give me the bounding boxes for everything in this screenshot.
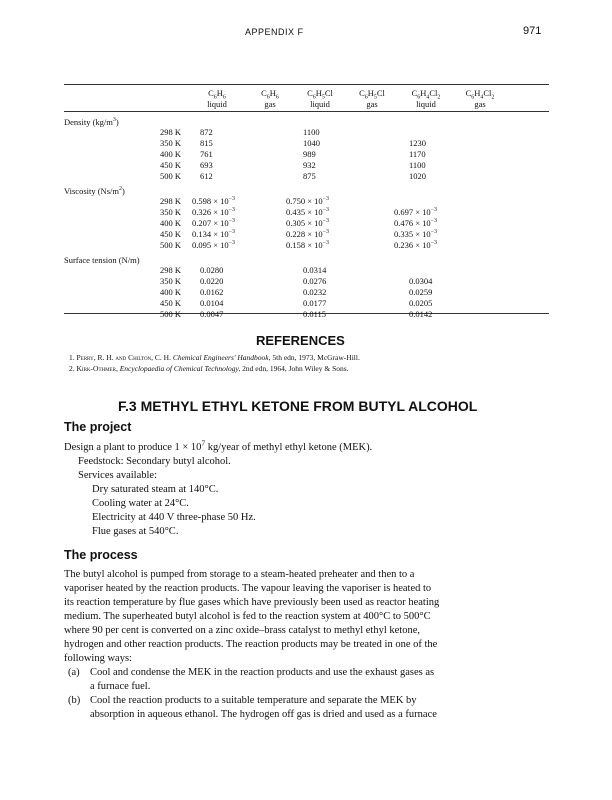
temperature-label: 298 K (160, 127, 182, 137)
table-cell: 0.0314 (303, 265, 327, 275)
table-cell: 989 (303, 149, 316, 159)
page-number: 971 (523, 25, 542, 37)
temperature-label: 500 K (160, 309, 182, 319)
table-cell: 612 (200, 171, 213, 181)
temperature-label: 450 K (160, 160, 182, 170)
table-cell: 0.0162 (200, 287, 224, 297)
table-cell: 0.0205 (409, 298, 433, 308)
temperature-label: 400 K (160, 218, 182, 228)
table-cell: 1040 (303, 138, 320, 148)
process-line: following ways: (64, 653, 132, 664)
temperature-label: 298 K (160, 196, 182, 206)
table-cell: 0.0304 (409, 276, 433, 286)
references-list (69, 353, 360, 375)
table-cell: 0.0259 (409, 287, 433, 297)
temperature-label: 350 K (160, 207, 182, 217)
option-line: absorption in aqueous ethanol. The hydrogen off gas is dried and used as a furnace (90, 709, 437, 720)
process-line: medium. The superheated butyl alcohol is fed to the reaction system at 400°C to 500°C (64, 611, 431, 622)
option-line: Cool and condense the MEK in the reaction products and use the exhaust gases as (90, 667, 435, 678)
table-cell: 0.0177 (303, 298, 327, 308)
design-exponent: 7 (201, 438, 206, 448)
table-cell: $0.326 \times 10^{-3}$ (192, 207, 235, 217)
table-cell: $0.598 \times 10^{-3}$ (192, 196, 235, 206)
process-line: The butyl alcohol is pumped from storage to a steam-heated preheater and then to a (64, 569, 415, 580)
table-cell: 875 (303, 171, 316, 181)
process-option-a (64, 666, 550, 694)
temperature-label: 350 K (160, 276, 182, 286)
column-header: $C_6H_4Cl_2$ liquid (411, 88, 441, 109)
table-cell: 693 (200, 160, 213, 170)
table-cell: $0.134 \times 10^{-3}$ (192, 229, 235, 239)
reference-title: Chemical Engineers' Handbook, (172, 353, 271, 362)
process-line: its reaction temperature by flue gases which have previously been used as reactor heating (64, 597, 440, 608)
table-cell: 1020 (409, 171, 426, 181)
table-cell: 0.0115 (303, 309, 327, 319)
table-cell: $0.158 \times 10^{-3}$ (286, 240, 329, 250)
table-cell: $0.207 \times 10^{-3}$ (192, 218, 235, 228)
reference-number: 2. (69, 364, 75, 373)
process-line: vaporiser heated by the reaction products. The vapour leaving the vaporiser is heated to (64, 583, 432, 594)
column-header: $C_6H_5Cl$ gas (359, 88, 385, 109)
reference-item (69, 364, 360, 373)
option-line: Cool the reaction products to a suitable temperature and separate the MEK by (90, 695, 417, 706)
process-option-b (64, 694, 550, 722)
process-line: hydrogen and other reaction products. The reaction products may be treated in one of the (64, 639, 438, 650)
property-label: Viscosity $(Ns/m^2)$ (64, 186, 125, 196)
table-cell: $0.228 \times 10^{-3}$ (286, 229, 329, 239)
references-heading: REFERENCES (256, 333, 345, 348)
project-body (64, 438, 554, 539)
service-item: Cooling water at 24°C. (92, 498, 189, 509)
temperature-label: 500 K (160, 240, 182, 250)
temperature-label: 500 K (160, 171, 182, 181)
column-header: $C_6H_5Cl$ liquid (307, 88, 333, 109)
table-cell: $0.305 \times 10^{-3}$ (286, 218, 329, 228)
table-cell: $0.335 \times 10^{-3}$ (394, 229, 437, 239)
table-cell: 0.0232 (303, 287, 327, 297)
option-marker: (a) (68, 667, 80, 678)
temperature-label: 450 K (160, 298, 182, 308)
table-cell: 1100 (409, 160, 426, 170)
design-statement (64, 438, 554, 455)
table-cell: 0.0220 (200, 276, 224, 286)
table-cell: 0.0276 (303, 276, 327, 286)
table-cell: 1230 (409, 138, 426, 148)
table-cell: 0.0047 (200, 309, 224, 319)
process-line: where 90 per cent is converted on a zinc oxide–brass catalyst to methyl ethyl ketone, (64, 625, 421, 636)
table-cell: 872 (200, 127, 213, 137)
table-cell: 932 (303, 160, 316, 170)
table-header-rule (64, 111, 549, 112)
service-item: Flue gases at 540°C. (92, 526, 179, 537)
reference-number: 1. (69, 353, 75, 362)
table-cell: 0.0280 (200, 265, 224, 275)
table-cell: 1100 (303, 127, 320, 137)
option-marker: (b) (68, 695, 81, 706)
table-cell: $0.476 \times 10^{-3}$ (394, 218, 437, 228)
table-cell: $0.750 \times 10^{-3}$ (286, 196, 329, 206)
temperature-label: 298 K (160, 265, 182, 275)
design-text: Design a plant to produce 1 × 10 (64, 442, 202, 453)
property-label: Surface tension (N/m) (64, 255, 140, 265)
reference-authors: Perry, R. H. and Chilton, C. H. (76, 353, 171, 362)
process-body (64, 568, 550, 722)
reference-title: Encyclopaedia of Chemical Technology, (119, 364, 241, 373)
section-heading: F.3 METHYL ETHYL KETONE FROM BUTYL ALCOHOL (118, 398, 478, 414)
column-header: $C_6H_4Cl_2$ gas (465, 88, 495, 109)
project-heading: The project (64, 420, 132, 434)
table-cell: 1170 (409, 149, 426, 159)
table-top-rule (64, 84, 549, 85)
temperature-label: 400 K (160, 287, 182, 297)
design-text-end: kg/year of methyl ethyl ketone (MEK). (205, 442, 373, 453)
reference-item (69, 353, 360, 362)
table-cell: $0.697 \times 10^{-3}$ (394, 207, 437, 217)
temperature-label: 450 K (160, 229, 182, 239)
table-cell: $0.236 \times 10^{-3}$ (394, 240, 437, 250)
option-line: a furnace fuel. (90, 681, 151, 692)
reference-authors: Kirk-Othmer, (76, 364, 118, 373)
process-heading: The process (64, 548, 138, 562)
services-heading: Services available: (78, 470, 158, 481)
service-item: Dry saturated steam at 140°C. (92, 484, 219, 495)
reference-details: 2nd edn, 1964, John Wiley & Sons. (242, 364, 349, 373)
column-header: $C_6H_6$ liquid (207, 88, 227, 109)
table-cell: 815 (200, 138, 213, 148)
table-cell: 761 (200, 149, 213, 159)
property-label: Density $(kg/m^3)$ (64, 117, 119, 127)
table-cell: $0.435 \times 10^{-3}$ (286, 207, 329, 217)
table-cell: 0.0104 (200, 298, 224, 308)
reference-details: 5th edn, 1973, McGraw-Hill. (272, 353, 360, 362)
running-header: APPENDIX F (245, 27, 304, 37)
service-item: Electricity at 440 V three-phase 50 Hz. (92, 512, 256, 523)
table-cell: $0.095 \times 10^{-3}$ (192, 240, 235, 250)
temperature-label: 400 K (160, 149, 182, 159)
table-cell: 0.0142 (409, 309, 433, 319)
column-header: $C_6H_6$ gas (261, 88, 279, 109)
feedstock-line: Feedstock: Secondary butyl alcohol. (78, 456, 231, 467)
temperature-label: 350 K (160, 138, 182, 148)
